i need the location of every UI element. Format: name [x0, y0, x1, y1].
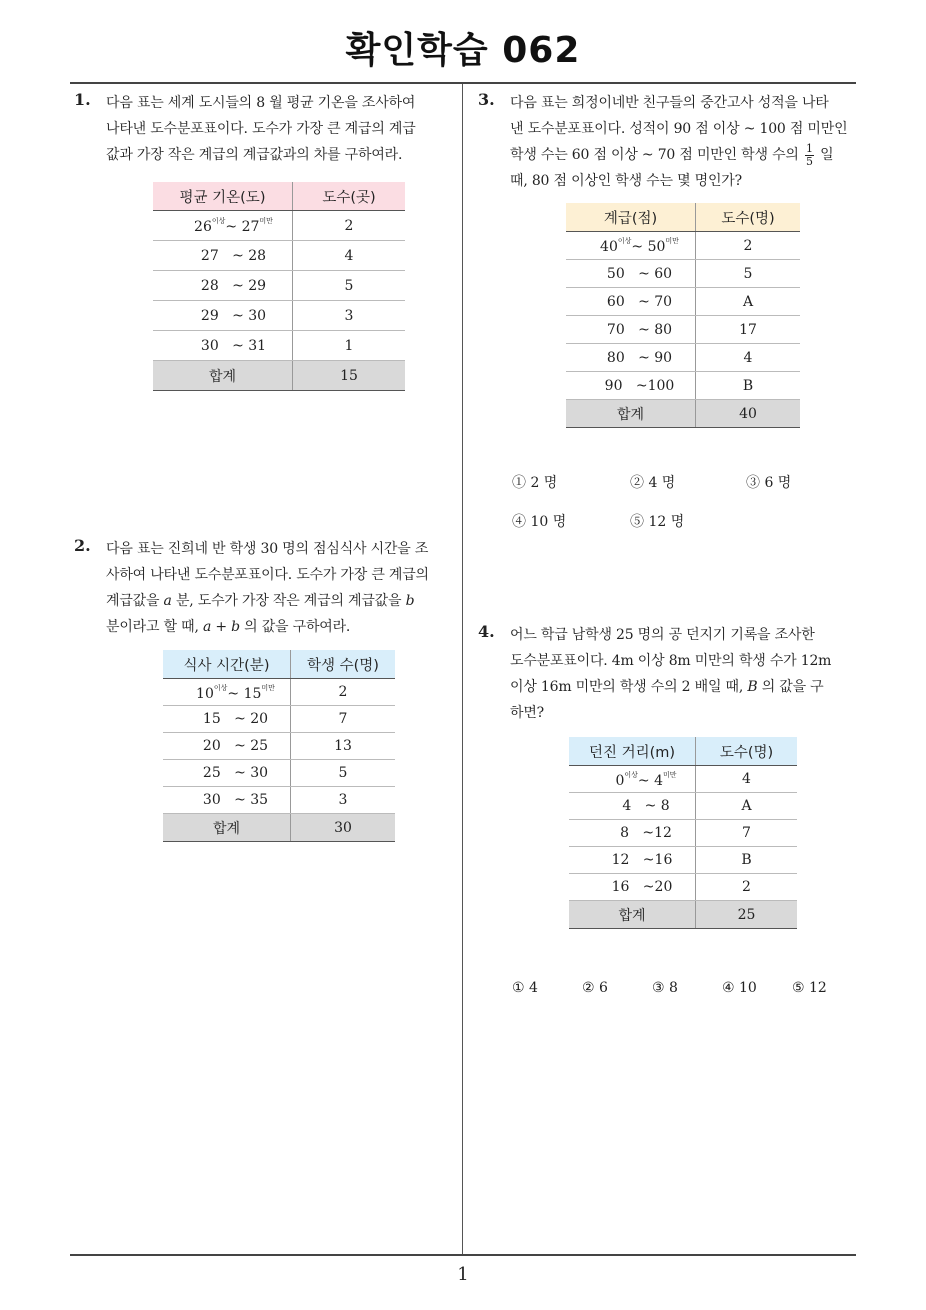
- choice-4[interactable]: ④ 10: [722, 980, 757, 996]
- total-value: 25: [696, 901, 798, 929]
- frequency-cell: B: [696, 372, 801, 400]
- frequency-cell: 7: [696, 820, 798, 847]
- below-marker: 미만: [261, 683, 275, 692]
- total-row: [569, 901, 797, 929]
- frequency-cell: A: [696, 288, 801, 316]
- problem-line: 계급값을 a 분, 도수가 가장 작은 계급의 계급값을 b: [106, 593, 415, 609]
- table-row: [163, 706, 395, 733]
- class-range: 29 ~ 30: [153, 301, 293, 331]
- table-row: [569, 874, 797, 901]
- table-row: [163, 787, 395, 814]
- class-range: $0^{이상}\sim$ $4^{미만}$: [569, 766, 696, 793]
- choice-2[interactable]: ② 6: [582, 980, 608, 996]
- table-row: [153, 301, 405, 331]
- class-range: 12 ~16: [569, 847, 696, 874]
- table-row: [569, 820, 797, 847]
- above-marker: 이상: [617, 237, 632, 245]
- choice-3[interactable]: ③ 6 명: [746, 475, 792, 491]
- frequency-cell: 2: [293, 211, 406, 241]
- below-marker: 미만: [665, 237, 679, 245]
- choice-4[interactable]: ④ 10 명: [512, 514, 567, 530]
- problem-number: 1.: [74, 90, 91, 109]
- class-range: 28 ~ 29: [153, 271, 293, 301]
- class-range: $26^{이상}\sim$ $27^{미만}$: [153, 211, 293, 241]
- problem-line: 때, 80 점 이상인 학생 수는 몇 명인가?: [510, 173, 742, 189]
- table-row: [566, 288, 800, 316]
- class-range: 30 ~ 35: [163, 787, 291, 814]
- total-label: 합계: [566, 400, 696, 428]
- class-range: 25 ~ 30: [163, 760, 291, 787]
- top-rule: [70, 82, 856, 84]
- frequency-cell: 13: [291, 733, 396, 760]
- problem-line: 어느 학급 남학생 25 명의 공 던지기 기록을 조사한: [510, 627, 815, 643]
- table-header: 계급(점): [566, 203, 696, 232]
- class-range: 4 ~ 8: [569, 793, 696, 820]
- table-row: [163, 760, 395, 787]
- table-row: [566, 316, 800, 344]
- class-range: 16 ~20: [569, 874, 696, 901]
- table-row: [569, 793, 797, 820]
- problem-line: 다음 표는 희정이네반 친구들의 중간고사 성적을 나타: [510, 95, 829, 111]
- frequency-cell: 2: [291, 679, 396, 706]
- fraction: [805, 143, 814, 168]
- table-row: [153, 211, 405, 241]
- choice-2[interactable]: ② 4 명: [630, 475, 676, 491]
- problem-line: 하면?: [510, 705, 544, 721]
- table-row: [566, 232, 800, 260]
- problem-text: [510, 622, 831, 726]
- table-header: 도수(명): [696, 737, 798, 766]
- problem-line: 다음 표는 세계 도시들의 8 월 평균 기온을 조사하여: [106, 95, 416, 111]
- class-range: 15 ~ 20: [163, 706, 291, 733]
- problem-text: [106, 536, 429, 640]
- class-range: $40^{이상}\sim$ $50^{미만}$: [566, 232, 696, 260]
- frequency-cell: 17: [696, 316, 801, 344]
- above-marker: 이상: [624, 770, 638, 779]
- frequency-cell: 4: [293, 241, 406, 271]
- frequency-cell: 3: [291, 787, 396, 814]
- problem-number: 2.: [74, 536, 91, 555]
- frequency-cell: 2: [696, 232, 801, 260]
- problem-line: 도수분포표이다. 4m 이상 8m 미만의 학생 수가 12m: [510, 653, 832, 669]
- problem-line: 값과 가장 작은 계급의 계급값과의 차를 구하여라.: [106, 147, 403, 163]
- page-number: 1: [457, 1264, 469, 1285]
- frequency-cell: 4: [696, 766, 798, 793]
- problem-line: 분이라고 할 때, a + b 의 값을 구하여라.: [106, 619, 351, 635]
- frequency-table: [569, 737, 797, 929]
- table-row: [163, 679, 395, 706]
- frequency-cell: 1: [293, 331, 406, 361]
- table-row: [163, 733, 395, 760]
- frequency-cell: 2: [696, 874, 798, 901]
- frequency-cell: 4: [696, 344, 801, 372]
- table-row: [569, 847, 797, 874]
- bottom-rule: [70, 1254, 856, 1256]
- total-row: [566, 400, 800, 428]
- frequency-table: [566, 203, 800, 428]
- class-range: 50 ~ 60: [566, 260, 696, 288]
- choice-1[interactable]: ① 4: [512, 980, 538, 996]
- total-value: 30: [291, 814, 396, 842]
- problem-line: 이상 16m 미만의 학생 수의 2 배일 때, B 의 값을 구: [510, 679, 824, 695]
- frequency-cell: 5: [291, 760, 396, 787]
- problem-text: [106, 90, 416, 168]
- class-range: 30 ~ 31: [153, 331, 293, 361]
- table-header: 학생 수(명): [291, 650, 396, 679]
- above-marker: 이상: [211, 217, 226, 225]
- total-row: [153, 361, 405, 391]
- above-marker: 이상: [213, 683, 228, 692]
- below-marker: 미만: [663, 770, 677, 779]
- table-row: [566, 372, 800, 400]
- frequency-cell: B: [696, 847, 798, 874]
- total-label: 합계: [163, 814, 291, 842]
- class-range: 60 ~ 70: [566, 288, 696, 316]
- frequency-cell: 7: [291, 706, 396, 733]
- problem-line: 나타낸 도수분포표이다. 도수가 가장 큰 계급의 계급: [106, 121, 416, 137]
- frequency-cell: A: [696, 793, 798, 820]
- total-label: 합계: [153, 361, 293, 391]
- problem-line: 사하여 나타낸 도수분포표이다. 도수가 가장 큰 계급의: [106, 567, 429, 583]
- choice-3[interactable]: ③ 8: [652, 980, 678, 996]
- table-header: 도수(명): [696, 203, 801, 232]
- choice-5[interactable]: ⑤ 12: [792, 980, 827, 996]
- table-row: [566, 344, 800, 372]
- table-row: [153, 241, 405, 271]
- total-value: 15: [293, 361, 406, 391]
- table-row: [153, 331, 405, 361]
- fraction-denominator: 5: [806, 154, 813, 168]
- problem-4: [478, 622, 868, 1012]
- page-title: 확인학습 062: [345, 30, 581, 71]
- answer-choices: [512, 472, 852, 532]
- class-range: 27 ~ 28: [153, 241, 293, 271]
- total-label: 합계: [569, 901, 696, 929]
- problem-1: [74, 90, 464, 410]
- problem-3: [478, 90, 868, 540]
- class-range: 90 ~100: [566, 372, 696, 400]
- choice-5[interactable]: ⑤ 12 명: [630, 514, 685, 530]
- problem-line: 낸 도수분포표이다. 성적이 90 점 이상 ~ 100 점 미만인: [510, 121, 848, 137]
- table-header: 평균 기온(도): [153, 182, 293, 211]
- problem-number: 3.: [478, 90, 495, 109]
- frequency-cell: 3: [293, 301, 406, 331]
- frequency-table: [163, 650, 395, 842]
- frequency-table: [153, 182, 405, 391]
- table-row: [566, 260, 800, 288]
- below-marker: 미만: [259, 217, 273, 225]
- problem-number: 4.: [478, 622, 495, 641]
- total-value: 40: [696, 400, 801, 428]
- answer-choices: [512, 980, 862, 1002]
- table-row: [569, 766, 797, 793]
- class-range: 8 ~12: [569, 820, 696, 847]
- problem-text: [510, 90, 847, 194]
- frequency-cell: 5: [696, 260, 801, 288]
- table-header: 식사 시간(분): [163, 650, 291, 679]
- problem-line: 학생 수는 60 점 이상 ~ 70 점 미만인 학생 수의 $\frac{1}{5}$ 일: [510, 141, 834, 168]
- fraction-numerator: 1: [806, 141, 813, 155]
- class-range: 70 ~ 80: [566, 316, 696, 344]
- class-range: 80 ~ 90: [566, 344, 696, 372]
- choice-1[interactable]: ① 2 명: [512, 475, 558, 491]
- problem-2: [74, 536, 464, 856]
- total-row: [163, 814, 395, 842]
- table-row: [153, 271, 405, 301]
- class-range: 20 ~ 25: [163, 733, 291, 760]
- table-header: 도수(곳): [293, 182, 406, 211]
- table-header: 던진 거리(m): [569, 737, 696, 766]
- problem-line: 다음 표는 진희네 반 학생 30 명의 점심식사 시간을 조: [106, 541, 429, 557]
- class-range: $10^{이상}\sim$ $15^{미만}$: [163, 679, 291, 706]
- frequency-cell: 5: [293, 271, 406, 301]
